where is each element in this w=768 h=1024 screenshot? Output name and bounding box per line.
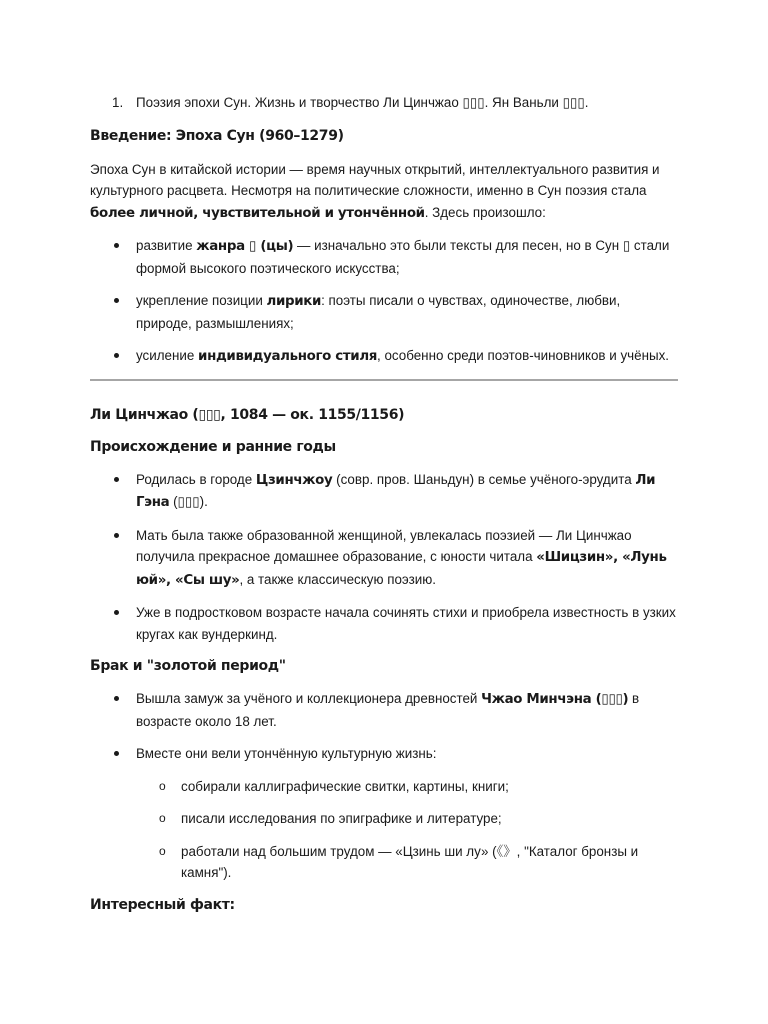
text: : поэты писали о чувствах, одиночестве, любви, природе, размышлениях; xyxy=(136,293,621,331)
text: Вышла замуж за учёного и коллекционера древностей xyxy=(136,691,482,706)
intro-text-1: Эпоха Сун в китайской истории — время научных открытий, интеллектуального развития и культурного расцвета. Несмотря на политические сложности, именно в Сун поэзия стала xyxy=(90,161,660,198)
text: работали над большим трудом — «Цзинь ши лу» (《》, "Каталог бронзы и камня"). xyxy=(181,843,639,880)
list-item xyxy=(90,290,678,334)
text: Родилась в городе xyxy=(136,471,256,487)
text: развитие xyxy=(136,238,197,253)
list-item xyxy=(90,688,678,732)
bold-text: Цзинчжоу xyxy=(255,472,333,488)
sub-marker: o xyxy=(159,843,166,858)
list-item xyxy=(90,469,678,514)
list-item xyxy=(90,525,678,592)
text: писали исследования по эпиграфике и литературе; xyxy=(181,811,502,826)
list-item xyxy=(90,602,678,645)
list-item xyxy=(90,776,678,798)
origin-bullets xyxy=(90,469,678,646)
bold-text: Ли Гэна xyxy=(136,472,656,510)
bold-text: «Шицзин», «Лунь юй», «Сы шу» xyxy=(136,550,667,588)
list-item xyxy=(90,743,678,765)
bold-text: индивидуального стиля xyxy=(198,349,378,364)
topic-title: Поэзия эпохи Сун. Жизнь и творчество Ли Цинчжао ▯▯▯. Ян Ваньли ▯▯▯. xyxy=(136,95,589,110)
text: усиление xyxy=(136,348,199,363)
list-item xyxy=(90,841,678,884)
list-item xyxy=(90,92,678,114)
sub-marker: o xyxy=(159,811,166,825)
text: — изначально это были тексты для песен, но в Сун ▯ стали формой высокого поэтического искусства; xyxy=(136,238,670,276)
origin-heading: Происхождение и ранние годы xyxy=(90,438,336,455)
fact-heading: Интересный факт: xyxy=(90,896,235,913)
list-item xyxy=(90,345,678,368)
numbered-list xyxy=(90,92,678,114)
text: укрепление позиции xyxy=(136,293,267,308)
marriage-heading: Брак и "золотой период" xyxy=(90,658,286,674)
sub-marker: o xyxy=(159,778,166,793)
text: , особенно среди поэтов-чиновников и учёных. xyxy=(377,348,670,363)
li-heading: Ли Цинчжао (▯▯▯, 1084 — ок. 1155/1156) xyxy=(90,406,405,423)
text: , а также классическую поэзию. xyxy=(239,571,436,587)
text: Уже в подростковом возрасте начала сочинять стихи и приобрела известность в узких кругах как вундеркинд. xyxy=(136,605,676,642)
text: Вместе они вели утончённую культурную жизнь: xyxy=(136,746,437,761)
list-item xyxy=(90,235,678,279)
intro-bold: более личной, чувствительной и утончённой xyxy=(90,205,425,221)
intro-text-2: . Здесь произошло: xyxy=(424,204,546,220)
bold-text: жанра ▯ (цы) xyxy=(196,239,294,254)
intro-paragraph xyxy=(90,159,678,225)
text: собирали каллиграфические свитки, картины, книги; xyxy=(181,778,509,794)
bold-text: лирики xyxy=(266,294,322,309)
text: Мать была также образованной женщиной, увлекалась поэзией — Ли Цинчжао получила прекрасное домашнее образование, с юности читала xyxy=(136,527,632,564)
intro-bullets xyxy=(90,235,678,368)
bold-text: Чжао Минчэна (▯▯▯) xyxy=(481,692,629,707)
list-item xyxy=(90,808,678,830)
marriage-bullets xyxy=(90,688,678,765)
intro-heading: Введение: Эпоха Сун (960–1279) xyxy=(90,127,344,144)
text: в возрасте около 18 лет. xyxy=(136,691,640,729)
sub-list xyxy=(90,776,678,884)
text: (▯▯▯). xyxy=(169,494,208,509)
list-number: 1. xyxy=(112,95,124,110)
text: (совр. пров. Шаньдун) в семье учёного-эрудита xyxy=(332,471,636,487)
